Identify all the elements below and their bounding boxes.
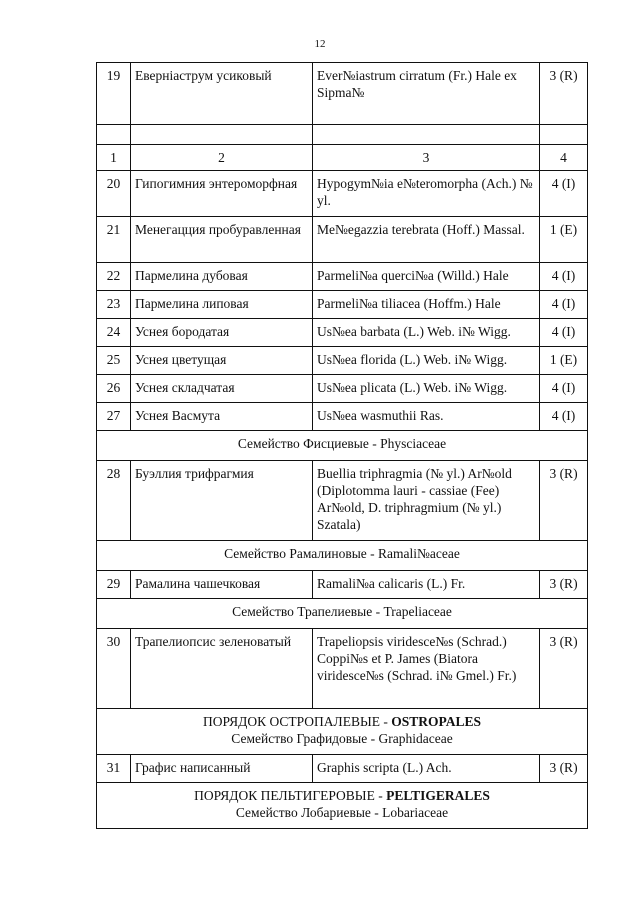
- latin-name: Trapeliopsis viridesce№s (Schrad.) Coppi№s et P. James (Biatora viridesce№s (Schrad. i№ Gmel.) Fr.): [313, 629, 540, 709]
- table-row: [97, 291, 588, 319]
- order-title: [101, 787, 583, 804]
- latin-name: Parmeli№a tiliacea (Hoffm.) Hale: [313, 291, 540, 319]
- species-table: [96, 62, 588, 829]
- russian-name: Буэллия трифрагмия: [131, 461, 313, 541]
- category: 4 (I): [540, 171, 588, 217]
- order-title-latin: PELTIGERALES: [386, 788, 490, 803]
- latin-name: Buellia triphragmia (№ yl.) Ar№old (Diplotomma lauri - cassiae (Fee) Ar№old, D. triphragmium (№ yl.) Szatala): [313, 461, 540, 541]
- russian-name: Уснея складчатая: [131, 375, 313, 403]
- latin-name: Us№ea plicata (L.) Web. i№ Wigg.: [313, 375, 540, 403]
- russian-name: Пармелина дубовая: [131, 263, 313, 291]
- order-title-prefix: ПОРЯДОК ПЕЛЬТИГЕРОВЫЕ -: [194, 788, 387, 803]
- row-number: 21: [97, 217, 131, 263]
- category: 4 (I): [540, 403, 588, 431]
- latin-name: Us№ea florida (L.) Web. i№ Wigg.: [313, 347, 540, 375]
- latin-name: Me№egazzia terebrata (Hoff.) Massal.: [313, 217, 540, 263]
- russian-name: Рамалина чашечковая: [131, 571, 313, 599]
- table-row: [97, 461, 588, 541]
- latin-name: Us№ea wasmuthii Ras.: [313, 403, 540, 431]
- latin-name: Graphis scripta (L.) Ach.: [313, 755, 540, 783]
- family-heading: Семейство Фисциевые - Physciaceae: [97, 431, 588, 461]
- column-header-3: 3: [313, 145, 540, 171]
- table-row: [97, 755, 588, 783]
- family-heading-row: [97, 599, 588, 629]
- category: 3 (R): [540, 461, 588, 541]
- family-heading: Семейство Рамалиновые - Ramali№aceae: [97, 541, 588, 571]
- order-heading: [97, 783, 588, 829]
- russian-name: Графис написанный: [131, 755, 313, 783]
- category: 4 (I): [540, 263, 588, 291]
- row-number: 27: [97, 403, 131, 431]
- column-header-1: 1: [97, 145, 131, 171]
- column-header-2: 2: [131, 145, 313, 171]
- latin-name: Parmeli№a querci№a (Willd.) Hale: [313, 263, 540, 291]
- column-header-4: 4: [540, 145, 588, 171]
- family-heading: Семейство Трапелиевые - Trapeliaceae: [97, 599, 588, 629]
- row-number: 31: [97, 755, 131, 783]
- table-row: [97, 63, 588, 125]
- family-heading-row: [97, 541, 588, 571]
- row-number: 28: [97, 461, 131, 541]
- table-row: [97, 571, 588, 599]
- order-title-prefix: ПОРЯДОК ОСТРОПАЛЕВЫЕ -: [202, 714, 392, 729]
- family-heading: Семейство Графидовые - Graphidaceae: [231, 731, 453, 746]
- russian-name: Гипогимния энтероморфная: [131, 171, 313, 217]
- column-header-row: [97, 145, 588, 171]
- russian-name: Трапелиопсис зеленоватый: [131, 629, 313, 709]
- category: 3 (R): [540, 755, 588, 783]
- family-heading-row: [97, 431, 588, 461]
- category: 4 (I): [540, 375, 588, 403]
- row-number: 23: [97, 291, 131, 319]
- row-number: 25: [97, 347, 131, 375]
- row-number: 24: [97, 319, 131, 347]
- order-heading-row: [97, 709, 588, 755]
- row-number: 20: [97, 171, 131, 217]
- russian-name: Пармелина липовая: [131, 291, 313, 319]
- russian-name: Евернiаструм усиковый: [131, 63, 313, 125]
- latin-name: Ever№iastrum cirratum (Fr.) Hale ex Sipma№: [313, 63, 540, 125]
- latin-name: Ramali№a calicaris (L.) Fr.: [313, 571, 540, 599]
- russian-name: Менегацция пробуравленная: [131, 217, 313, 263]
- table-gap: [97, 125, 588, 145]
- family-heading: Семейство Лобариевые - Lobariaceae: [235, 805, 449, 820]
- page-number: 12: [314, 38, 326, 50]
- table-row: [97, 319, 588, 347]
- category: 1 (E): [540, 347, 588, 375]
- table-row: [97, 403, 588, 431]
- row-number: 22: [97, 263, 131, 291]
- category: 4 (I): [540, 319, 588, 347]
- category: 3 (R): [540, 571, 588, 599]
- latin-name: Hypogym№ia e№teromorpha (Ach.) № yl.: [313, 171, 540, 217]
- table-row: [97, 217, 588, 263]
- table-row: [97, 629, 588, 709]
- table-row: [97, 263, 588, 291]
- russian-name: Уснея цветущая: [131, 347, 313, 375]
- order-title-latin: OSTROPALES: [391, 714, 482, 729]
- table-row: [97, 171, 588, 217]
- russian-name: Уснея Васмута: [131, 403, 313, 431]
- row-number: 29: [97, 571, 131, 599]
- order-heading-row: [97, 783, 588, 829]
- row-number: 19: [97, 63, 131, 125]
- table-row: [97, 375, 588, 403]
- category: 1 (E): [540, 217, 588, 263]
- row-number: 30: [97, 629, 131, 709]
- category: 3 (R): [540, 629, 588, 709]
- category: 3 (R): [540, 63, 588, 125]
- category: 4 (I): [540, 291, 588, 319]
- russian-name: Уснея бородатая: [131, 319, 313, 347]
- order-title: [101, 713, 583, 730]
- order-heading: [97, 709, 588, 755]
- table-row: [97, 347, 588, 375]
- row-number: 26: [97, 375, 131, 403]
- latin-name: Us№ea barbata (L.) Web. i№ Wigg.: [313, 319, 540, 347]
